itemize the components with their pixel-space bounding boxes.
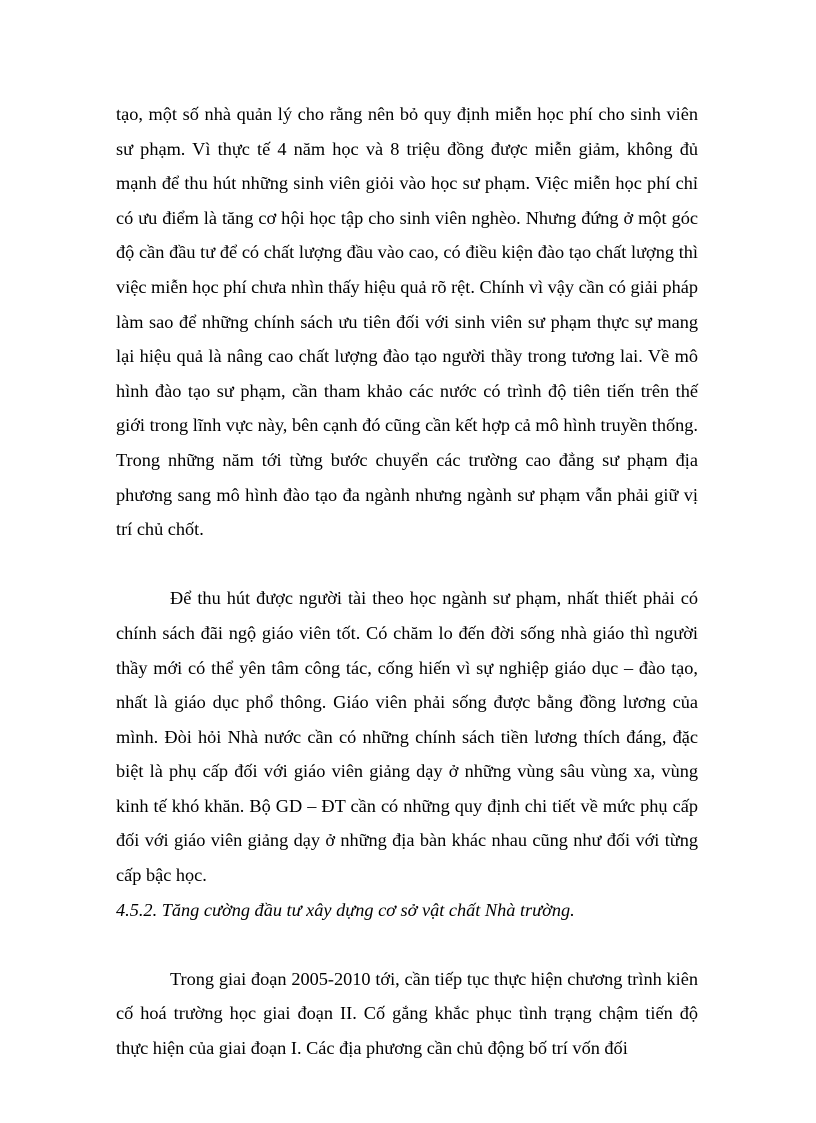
body-paragraph-2: Để thu hút được người tài theo học ngành sư phạm, nhất thiết phải có chính sách đãi ngộ giáo viên tốt. Có chăm lo đến đời sống nhà giáo thì người thầy mới có thể yên tâm công tác, cống hiến vì sự nghiệp giáo dục – đào tạo, nhất là giáo dục phổ thông. Giáo viên phải sống được bằng đồng lương của mình. Đòi hỏi Nhà nước cần có những chính sách tiền lương thích đáng, đặc biệt là phụ cấp đối với giáo viên giảng dạy ở những vùng sâu vùng xa, vùng kinh tế khó khăn. Bộ GD – ĐT cần có những quy định chi tiết về mức phụ cấp đối với giáo viên giảng dạy ở những địa bàn khác nhau cũng như đối với từng cấp bậc học. [116,588,698,886]
document-page [116,97,698,1066]
section-paragraph: Trong giai đoạn 2005-2010 tới, cần tiếp tục thực hiện chương trình kiên cố hoá trường học giai đoạn II. Cố gắng khắc phục tình trạng chậm tiến độ thực hiện của giai đoạn I. Các địa phương cần chủ động bố trí vốn đối [116,968,698,1059]
section-heading: 4.5.2. Tăng cường đầu tư xây dựng cơ sở vật chất Nhà trường. [116,899,575,920]
body-paragraph-1: tạo, một số nhà quản lý cho rằng nên bỏ quy định miễn học phí cho sinh viên sư phạm. Vì thực tế 4 năm học và 8 triệu đồng được miễn giảm, không đủ mạnh để thu hút những sinh viên giỏi vào học sư phạm. Việc miễn học phí chỉ có ưu điểm là tăng cơ hội học tập cho sinh viên nghèo. Nhưng đứng ở một góc độ cần đầu tư để có chất lượng đầu vào cao, có điều kiện đào tạo chất lượng thì việc miễn học phí chưa nhìn thấy hiệu quả rõ rệt. Chính vì vậy cần có giải pháp làm sao để những chính sách ưu tiên đối với sinh viên sư phạm thực sự mang lại hiệu quả là nâng cao chất lượng đào tạo người thầy trong tương lai. Về mô hình đào tạo sư phạm, cần tham khảo các nước có trình độ tiên tiến trên thế giới trong lĩnh vực này, bên cạnh đó cũng cần kết hợp cả mô hình truyền thống. Trong những năm tới từng bước chuyển các trường cao đẳng sư phạm địa phương sang mô hình đào tạo đa ngành nhưng ngành sư phạm vẫn phải giữ vị trí chủ chốt. [116,104,698,540]
